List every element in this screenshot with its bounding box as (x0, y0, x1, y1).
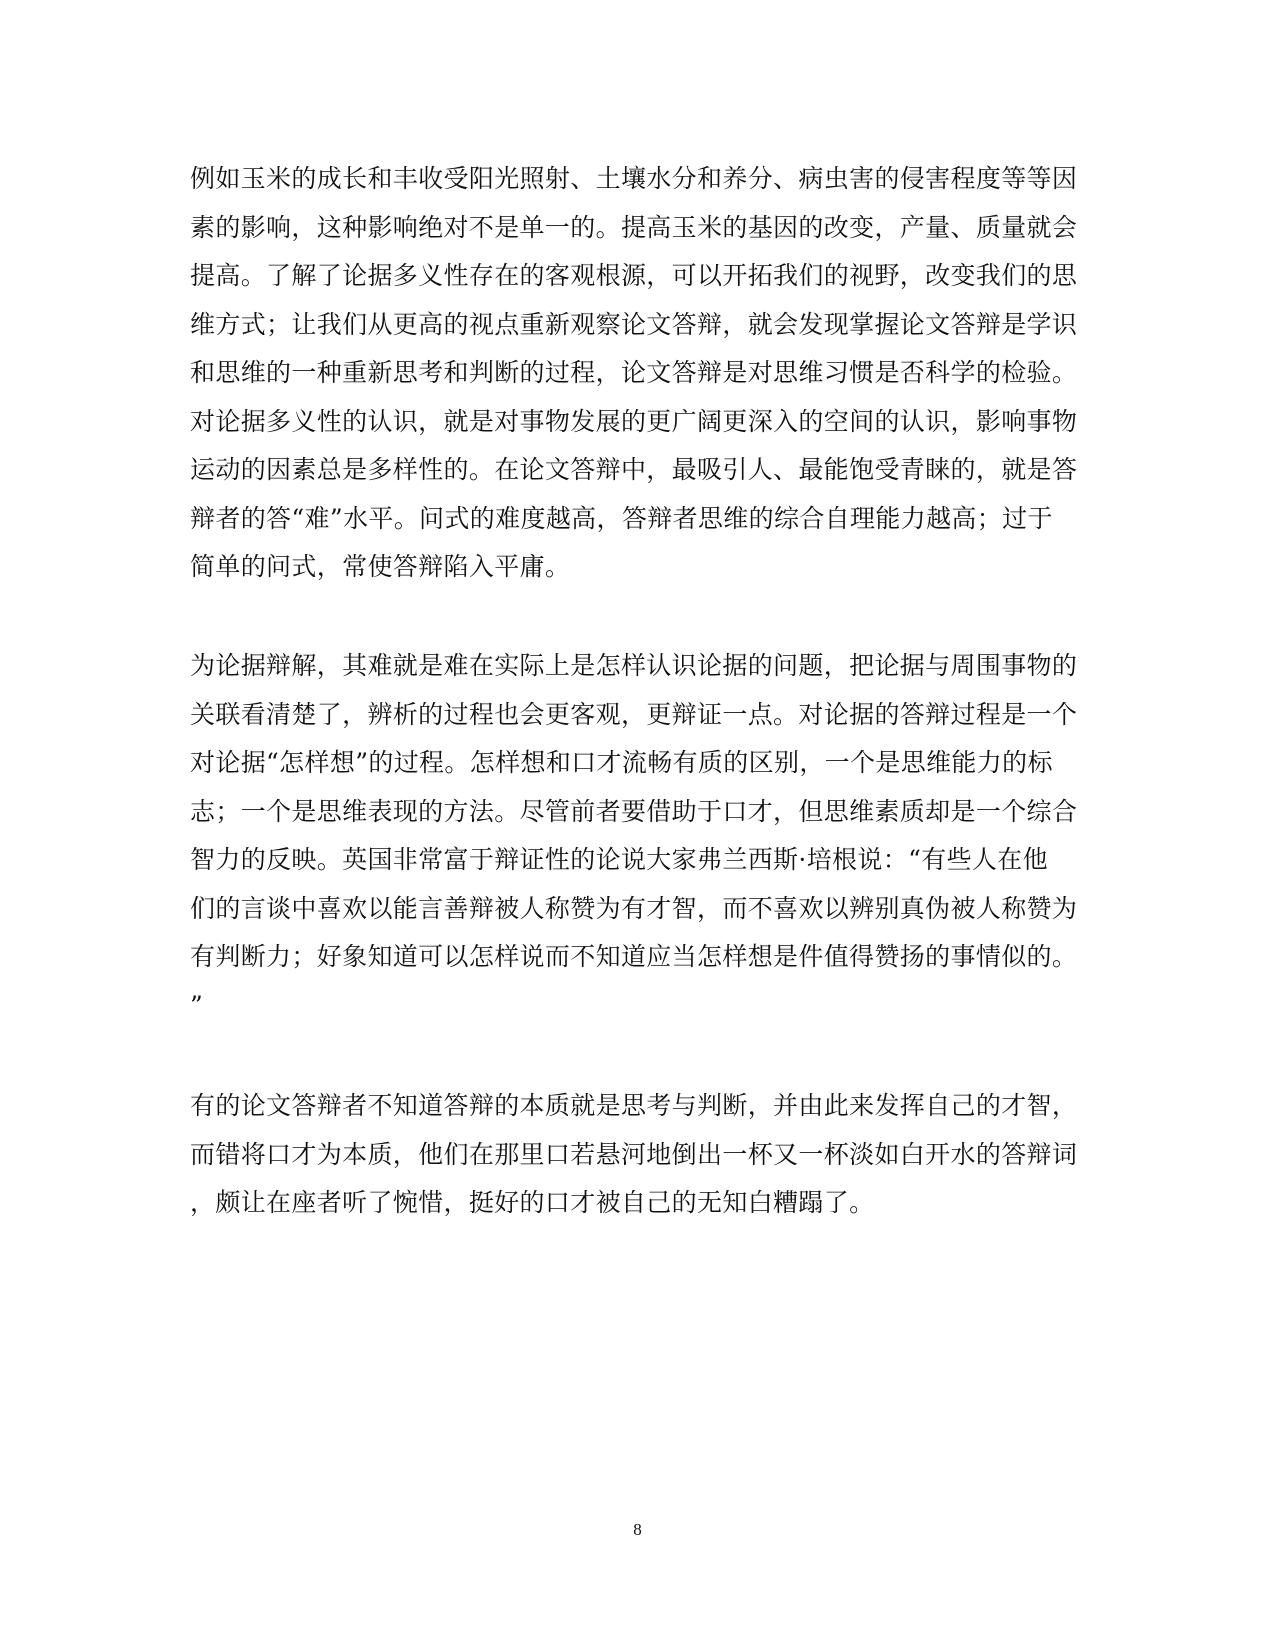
paragraph-line: 有判断力；好象知道可以怎样说而不知道应当怎样想是件值得赞扬的事情似的。 (190, 942, 1078, 971)
paragraph-line: 关联看清楚了，辨析的过程也会更客观，更辩证一点。对论据的答辩过程是一个 (190, 699, 1078, 729)
paragraph-line: 有的论文答辩者不知道答辩的本质就是思考与判断，并由此来发挥自己的才智， (190, 1091, 1078, 1120)
paragraph-line: 们的言谈中喜欢以能言善辩被人称赞为有才智，而不喜欢以辨别真伪被人称赞为 (190, 893, 1078, 923)
paragraph-line: 和思维的一种重新思考和判断的过程，论文答辩是对思维习惯是否科学的检验。 (190, 358, 1078, 387)
paragraph-line: ” (190, 990, 204, 1020)
paragraph-line: 对论据“怎样想”的过程。怎样想和口才流畅有质的区别，一个是思维能力的标 (190, 748, 1053, 777)
paragraph-line: 对论据多义性的认识，就是对事物发展的更广阔更深入的空间的认识，影响事物 (190, 406, 1078, 436)
paragraph-line: 素的影响，这种影响绝对不是单一的。提高玉米的基因的改变，产量、质量就会 (190, 212, 1078, 242)
paragraph-line: 例如玉米的成长和丰收受阳光照射、土壤水分和养分、病虫害的侵害程度等等因 (190, 164, 1078, 193)
paragraph-line: ，颇让在座者听了惋惜，挺好的口才被自己的无知白糟蹋了。 (190, 1188, 875, 1217)
paragraph-line: 提高。了解了论据多义性存在的客观根源，可以开拓我们的视野，改变我们的思 (190, 261, 1078, 290)
paragraph-line: 智力的反映。英国非常富于辩证性的论说大家弗兰西斯·培根说：“有些人在他 (190, 845, 1048, 874)
paragraph-line: 运动的因素总是多样性的。在论文答辩中，最吸引人、最能饱受青睐的，就是答 (190, 455, 1078, 484)
paragraph-line: 简单的问式，常使答辩陷入平庸。 (190, 552, 571, 581)
paragraph-3 (190, 1082, 1078, 1228)
page-number: 8 (633, 1520, 642, 1539)
paragraph-line: 辩者的答“难”水平。问式的难度越高，答辩者思维的综合自理能力越高；过于 (190, 503, 1053, 533)
paragraph-line: 志；一个是思维表现的方法。尽管前者要借助于口才，但思维素质却是一个综合 (190, 796, 1078, 826)
paragraph-line: 为论据辩解，其难就是难在实际上是怎样认识论据的问题，把论据与周围事物的 (190, 651, 1078, 680)
paragraph-2 (190, 642, 1078, 1030)
paragraph-1 (190, 155, 1078, 592)
paragraph-line: 维方式；让我们从更高的视点重新观察论文答辩，就会发现掌握论文答辩是学识 (190, 309, 1078, 339)
paragraph-line: 而错将口才为本质，他们在那里口若悬河地倒出一杯又一杯淡如白开水的答辩词 (190, 1139, 1078, 1169)
